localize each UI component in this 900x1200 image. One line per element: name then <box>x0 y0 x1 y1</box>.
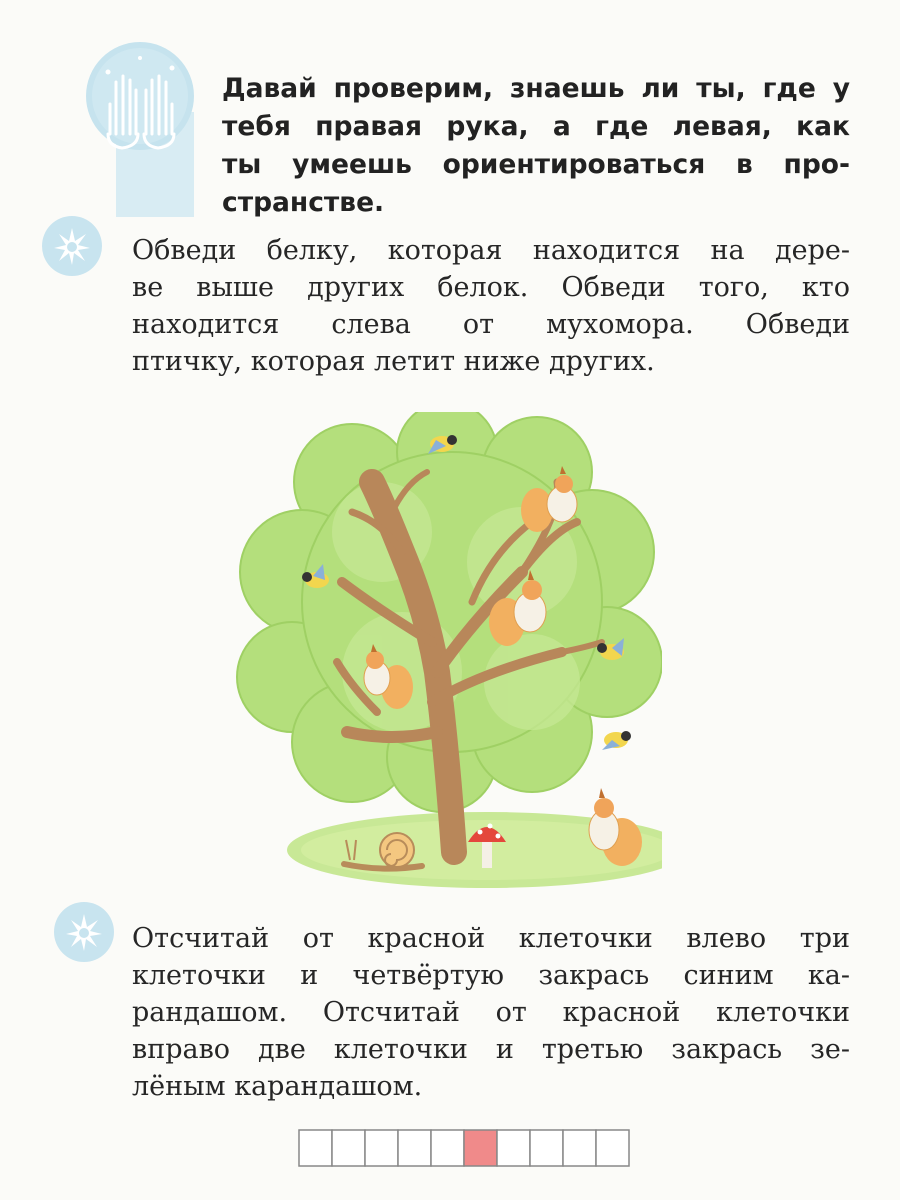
task1-line: находится слева от мухомора. Обведи <box>132 309 850 340</box>
grid-cell <box>596 1130 629 1166</box>
task2-paragraph <box>132 920 850 1105</box>
grid-cell <box>497 1130 530 1166</box>
task2-line: Отсчитай от красной клеточки влево три <box>132 923 850 954</box>
intro-line: странстве. <box>222 187 385 218</box>
bird-lower <box>602 731 631 750</box>
task1-line: ве выше других белок. Обведи того, кто <box>132 272 850 303</box>
task2-line: клеточки и четвёртую закрась синим ка- <box>132 960 850 991</box>
intro-line: Давай проверим, знаешь ли ты, где у <box>222 73 850 104</box>
task2-line: лёным карандашом. <box>132 1071 423 1102</box>
grid-cell <box>299 1130 332 1166</box>
snowflake-star-icon <box>40 214 104 278</box>
intro-line: тебя правая рука, а где левая, как <box>222 111 850 142</box>
intro-line: ты умеешь ориентироваться в про- <box>222 149 850 180</box>
grid-cell <box>332 1130 365 1166</box>
task1-line: птичку, которая летит ниже других. <box>132 346 655 377</box>
tree-illustration <box>232 412 662 892</box>
task2-line: вправо две клеточки и третью закрась зе- <box>132 1034 850 1065</box>
cell-strip <box>298 1128 632 1172</box>
task1-line: Обведи белку, которая находится на дере- <box>132 235 850 266</box>
grid-cell <box>398 1130 431 1166</box>
task2-line: рандашом. Отсчитай от красной клеточки <box>132 997 850 1028</box>
grid-cell <box>365 1130 398 1166</box>
grid-cell <box>563 1130 596 1166</box>
grid-cell <box>530 1130 563 1166</box>
red-cell <box>464 1130 497 1166</box>
hands-badge-icon <box>86 42 194 217</box>
snowflake-star-icon <box>52 900 116 964</box>
task1-paragraph <box>132 232 850 380</box>
grid-cell <box>431 1130 464 1166</box>
